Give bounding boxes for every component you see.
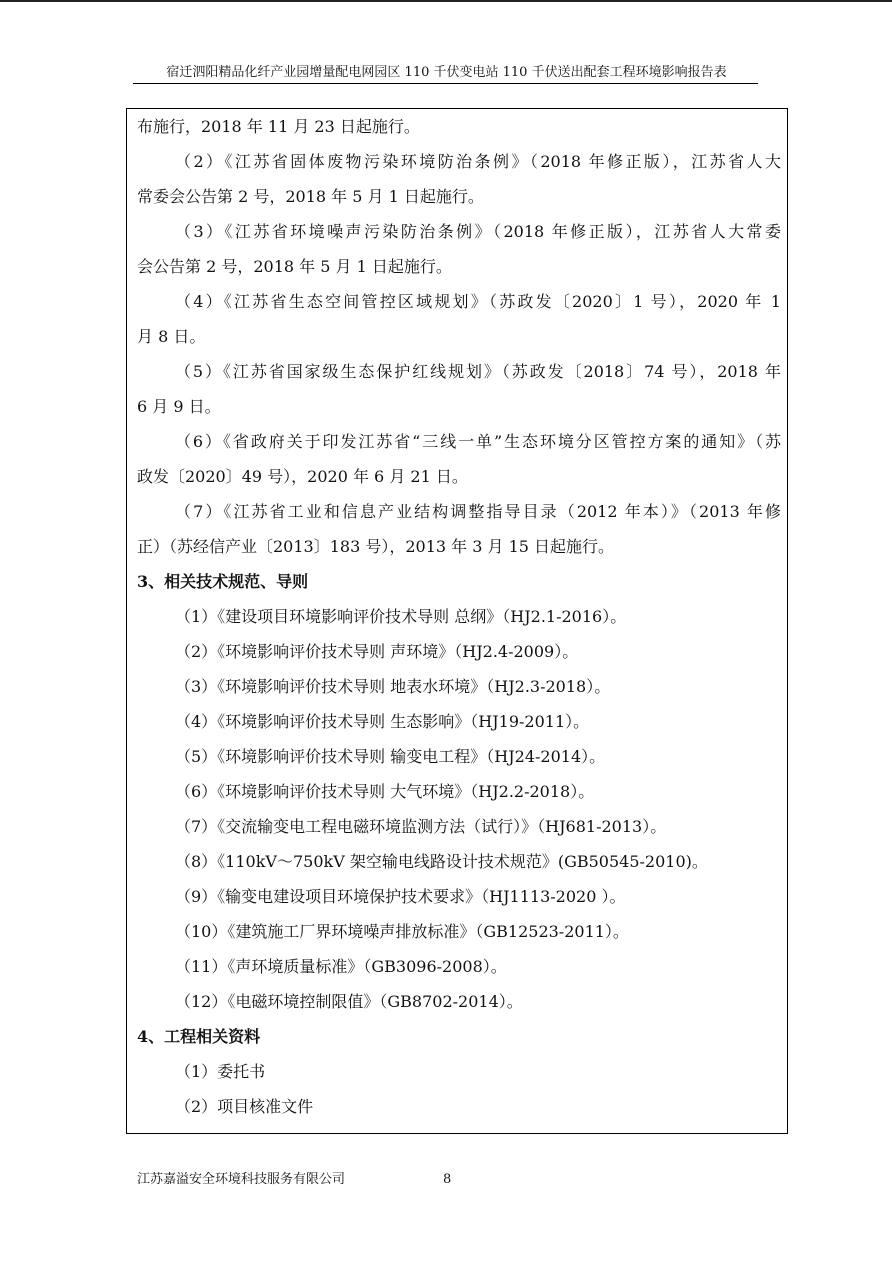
text-line: 正）（苏经信产业〔2013〕183 号），2013 年 3 月 15 日起施行。 (137, 537, 615, 556)
text-line: 布施行，2018 年 11 月 23 日起施行。 (137, 117, 420, 136)
text-line: （5）《江苏省国家级生态保护红线规划》（苏政发〔2018〕74 号），2018 年 (175, 362, 781, 381)
text-line: 会公告第 2 号，2018 年 5 月 1 日起施行。 (137, 257, 452, 276)
content-body (137, 109, 781, 1124)
text-line: （5）《环境影响评价技术导则 输变电工程》（HJ24-2014）。 (175, 747, 606, 766)
text-line: （10）《建筑施工厂界环境噪声排放标准》（GB12523-2011）。 (175, 922, 629, 941)
text-line: （2）《环境影响评价技术导则 声环境》（HJ2.4-2009）。 (175, 642, 579, 661)
text-line: （6）《省政府关于印发江苏省“三线一单”生态环境分区管控方案的通知》（苏 (175, 432, 781, 451)
text-line: （11）《声环境质量标准》（GB3096-2008）。 (175, 957, 507, 976)
text-line: （3）《江苏省环境噪声污染防治条例》（2018 年修正版），江苏省人大常委 (175, 222, 781, 241)
footer-company: 江苏嘉溢安全环境科技服务有限公司 (137, 1172, 346, 1187)
text-line: （4）《环境影响评价技术导则 生态影响》（HJ19-2011）。 (175, 712, 590, 731)
section-heading: 3、相关技术规范、导则 (137, 572, 309, 591)
text-line: （2）项目核准文件 (175, 1097, 314, 1116)
text-line: （4）《江苏省生态空间管控区域规划》（苏政发〔2020〕1 号），2020 年 1 (175, 292, 781, 311)
text-line: （1）《建设项目环境影响评价技术导则 总纲》（HJ2.1-2016）。 (175, 607, 627, 626)
text-line: 6 月 9 日。 (137, 397, 221, 416)
text-line: （6）《环境影响评价技术导则 大气环境》（HJ2.2-2018）。 (175, 782, 595, 801)
text-line: （9）《输变电建设项目环境保护技术要求》（HJ1113-2020 ）。 (175, 887, 626, 906)
top-border (0, 0, 892, 2)
text-line: 政发〔2020〕49 号），2020 年 6 月 21 日。 (137, 467, 468, 486)
text-line: 常委会公告第 2 号，2018 年 5 月 1 日起施行。 (137, 187, 484, 206)
text-line: 月 8 日。 (137, 327, 206, 346)
footer-page-number: 8 (443, 1172, 452, 1187)
text-line: （12）《电磁环境控制限值》（GB8702-2014）。 (175, 992, 523, 1011)
text-line: （3）《环境影响评价技术导则 地表水环境》（HJ2.3-2018）。 (175, 677, 611, 696)
text-line: （1）委托书 (175, 1062, 266, 1081)
text-line: （7）《江苏省工业和信息产业结构调整指导目录（2012 年本）》（2013 年修 (175, 502, 781, 521)
text-line: （8）《110kV～750kV 架空输电线路设计技术规范》(GB50545-2010)。 (175, 852, 708, 871)
page-header-title: 宿迁泗阳精品化纤产业园增量配电网园区 110 千伏变电站 110 千伏送出配套工程环境影响报告表 (166, 65, 727, 80)
text-line: （7）《交流输变电工程电磁环境监测方法（试行）》（HJ681-2013）。 (175, 817, 667, 836)
text-line: （2）《江苏省固体废物污染环境防治条例》（2018 年修正版），江苏省人大 (175, 152, 781, 171)
section-heading: 4、工程相关资料 (137, 1027, 261, 1046)
content-frame (126, 108, 788, 1134)
header-rule (133, 83, 758, 84)
